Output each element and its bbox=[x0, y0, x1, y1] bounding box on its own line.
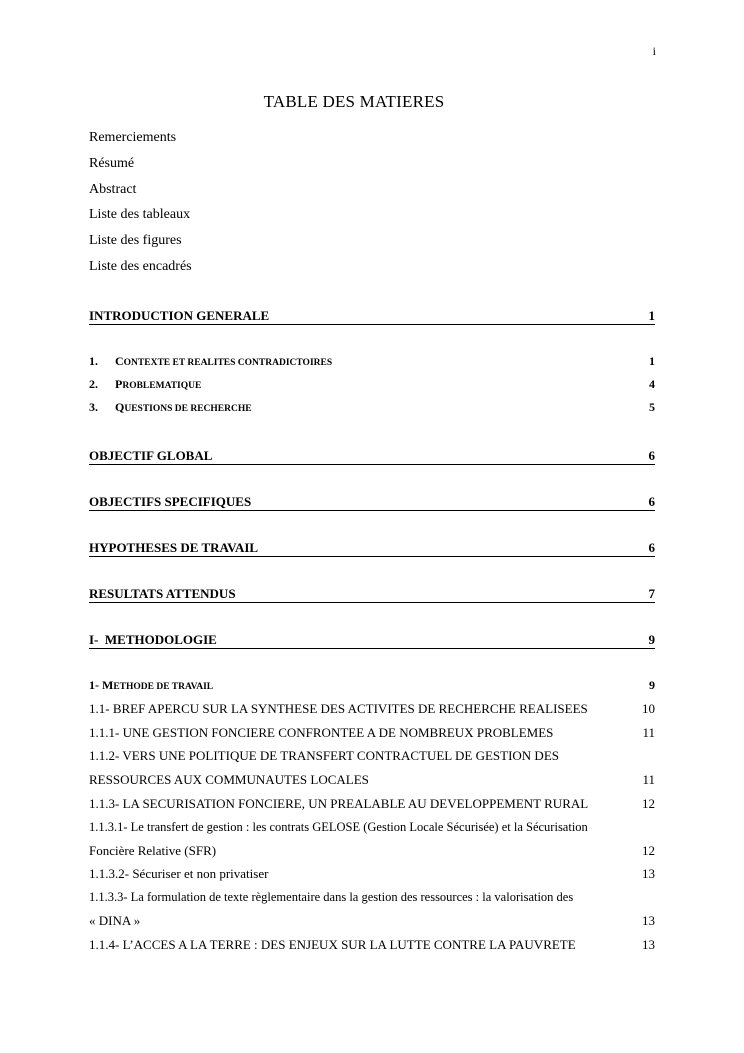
toc-label: 1.1.4- L’ACCES A LA TERRE : DES ENJEUX SUR LA LUTTE CONTRE LA PAUVRETE bbox=[89, 937, 576, 952]
toc-page: 11 bbox=[642, 725, 655, 740]
toc-entry[interactable] bbox=[89, 913, 655, 929]
toc-heading-introduction[interactable] bbox=[89, 307, 655, 325]
toc-label: Foncière Relative (SFR) bbox=[89, 843, 217, 858]
toc-label: INTRODUCTION GENERALE bbox=[89, 308, 270, 323]
toc-label: 2. PROBLEMATIQUE bbox=[89, 377, 202, 391]
toc-label: 1.1.3.3- La formulation de texte règlementaire dans la gestion des ressources : la valorisation des bbox=[89, 890, 574, 904]
toc-page: 4 bbox=[649, 377, 655, 391]
front-matter-item[interactable]: Liste des tableaux bbox=[89, 207, 191, 222]
toc-label: 1- METHODE DE TRAVAIL bbox=[89, 678, 214, 692]
toc-label: I- METHODOLOGIE bbox=[89, 632, 217, 647]
toc-heading-methodologie[interactable] bbox=[89, 631, 655, 649]
toc-page: 12 bbox=[642, 843, 655, 858]
toc-page: 1 bbox=[649, 354, 655, 368]
toc-page: 6 bbox=[648, 448, 655, 463]
toc-page: 6 bbox=[648, 540, 655, 555]
toc-page: 9 bbox=[649, 678, 655, 692]
toc-label: 1.1.2- VERS UNE POLITIQUE DE TRANSFERT CONTRACTUEL DE GESTION DES bbox=[89, 748, 559, 763]
toc-page: 5 bbox=[649, 400, 655, 414]
toc-page: 9 bbox=[648, 632, 655, 647]
toc-label: 3. QUESTIONS DE RECHERCHE bbox=[89, 400, 252, 414]
toc-entry-methode[interactable] bbox=[89, 678, 655, 693]
toc-label: OBJECTIFS SPECIFIQUES bbox=[89, 494, 252, 509]
toc-entry[interactable] bbox=[89, 843, 655, 859]
toc-label: 1.1.3- LA SECURISATION FONCIERE, UN PREALABLE AU DEVELOPPEMENT RURAL bbox=[89, 796, 589, 811]
toc-entry[interactable] bbox=[89, 377, 655, 392]
toc-entry[interactable] bbox=[89, 866, 655, 882]
toc-page: 12 bbox=[642, 796, 655, 811]
toc-page: 13 bbox=[642, 913, 655, 928]
toc-entry[interactable] bbox=[89, 772, 655, 788]
toc-page: 7 bbox=[648, 586, 655, 601]
toc-heading-objectifs-specifiques[interactable] bbox=[89, 493, 655, 511]
toc-label: RESULTATS ATTENDUS bbox=[89, 586, 236, 601]
front-matter-item[interactable]: Liste des encadrés bbox=[89, 259, 192, 274]
toc-entry[interactable] bbox=[89, 725, 655, 741]
toc-label: 1.1.3.1- Le transfert de gestion : les contrats GELOSE (Gestion Locale Sécurisée) et la Sécurisation bbox=[89, 820, 588, 834]
toc-page: 13 bbox=[642, 866, 655, 881]
toc-label: « DINA » bbox=[89, 913, 141, 928]
toc-entry[interactable] bbox=[89, 796, 655, 812]
page-title: TABLE DES MATIERES bbox=[263, 92, 445, 111]
toc-page: 13 bbox=[642, 937, 655, 952]
toc-page: 6 bbox=[648, 494, 655, 509]
front-matter-item[interactable]: Résumé bbox=[89, 156, 135, 171]
toc-label: 1.1- BREF APERCU SUR LA SYNTHESE DES ACTIVITES DE RECHERCHE REALISEES bbox=[89, 701, 588, 716]
toc-label: HYPOTHESES DE TRAVAIL bbox=[89, 540, 259, 555]
front-matter-item[interactable]: Remerciements bbox=[89, 130, 177, 145]
toc-entry[interactable] bbox=[89, 937, 655, 953]
toc-page: 10 bbox=[642, 701, 655, 716]
toc-entry[interactable] bbox=[89, 400, 655, 415]
toc-heading-hypotheses[interactable] bbox=[89, 539, 655, 557]
toc-page: 11 bbox=[642, 772, 655, 787]
toc-label: 1. CONTEXTE ET REALITES CONTRADICTOIRES bbox=[89, 354, 333, 368]
toc-entry[interactable] bbox=[89, 820, 655, 835]
toc-label: RESSOURCES AUX COMMUNAUTES LOCALES bbox=[89, 772, 369, 787]
toc-label: OBJECTIF GLOBAL bbox=[89, 448, 213, 463]
toc-label: 1.1.3.2- Sécuriser et non privatiser bbox=[89, 866, 269, 881]
toc-entry[interactable] bbox=[89, 748, 655, 764]
toc-entry[interactable] bbox=[89, 701, 655, 717]
toc-heading-resultats[interactable] bbox=[89, 585, 655, 603]
toc-page: 1 bbox=[648, 308, 655, 323]
page-number: i bbox=[652, 44, 656, 58]
front-matter-item[interactable]: Liste des figures bbox=[89, 233, 182, 248]
front-matter-item[interactable]: Abstract bbox=[89, 182, 137, 197]
toc-entry[interactable] bbox=[89, 354, 655, 369]
toc-entry[interactable] bbox=[89, 890, 655, 905]
toc-heading-objectif-global[interactable] bbox=[89, 447, 655, 465]
toc-label: 1.1.1- UNE GESTION FONCIERE CONFRONTEE A DE NOMBREUX PROBLEMES bbox=[89, 725, 554, 740]
